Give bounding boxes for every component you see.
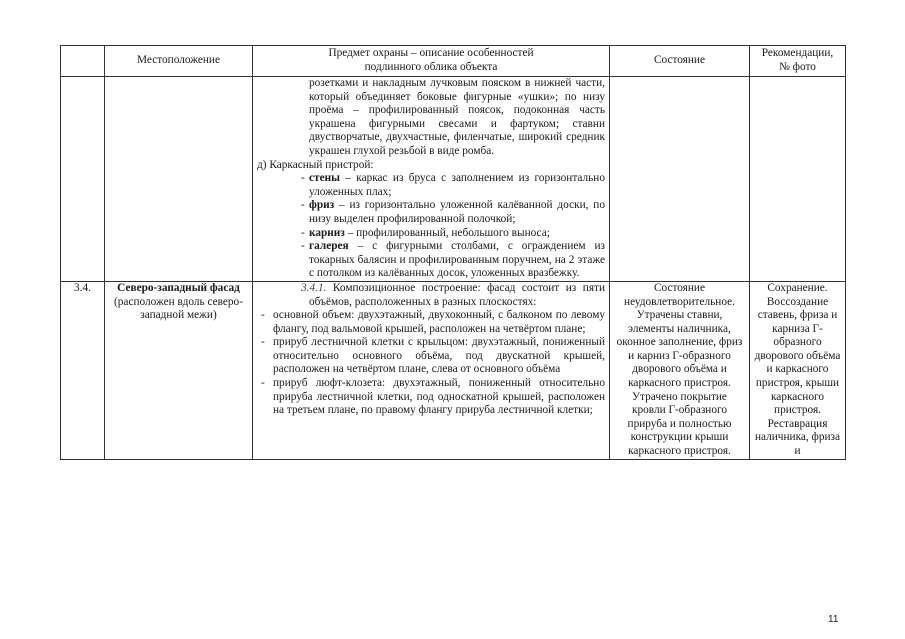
table-row-3-4 — [61, 281, 846, 459]
header-location: Местоположение — [105, 46, 253, 77]
header-row — [61, 46, 846, 77]
row-number: 3.4. — [61, 281, 105, 459]
frame-heading: д) Каркасный пристрой: — [257, 158, 374, 171]
location-note: (расположен вдоль северо-западной межи) — [114, 295, 243, 322]
table-row-continuation — [61, 77, 846, 282]
volume-item-main: - основной объем: двухэтажный, двухоконный, с балконом по левому флангу, под вальмовой крышей, расположен на четвёртом плане; — [261, 309, 605, 335]
header-subject — [253, 46, 610, 77]
volume-item-closet: - прируб люфт-клозета: двухэтажный, пониженный относительно прируба лестничной клетки, под односкатной крышей, расположен на третьем плане, по правому флангу прируба лестничной клетки; — [261, 377, 605, 417]
header-recommendations — [750, 46, 846, 77]
protection-table — [60, 45, 846, 460]
frame-item-gallery: - галерея – с фигурными столбами, с ограждением из токарных балясин и профилированным поручнем, на 2 этаже с потолком из калёванных досок, уложенных вразбежку. — [301, 240, 605, 280]
header-recommend-line1: Рекомендации, — [761, 47, 834, 60]
composition-heading: 3.4.1. Композиционное построение: фасад состоит из пяти объёмов, расположенных в разных плоскостях: — [301, 281, 605, 308]
header-recommend-line2: № фото — [779, 61, 816, 73]
volume-item-staircase: - прируб лестничной клетки с крыльцом: двухэтажный, пониженный относительно основного объёма, под двускатной крышей, расположен на четвёртом плане, слева от основного объёма — [261, 336, 605, 376]
frame-item-cornice: - карниз – профилированный, небольшого выноса; — [301, 226, 550, 239]
frame-item-walls: - стены – каркас из бруса с заполнением из горизонтально уложенных плах; — [301, 172, 605, 198]
recommendations-cell: Сохранение. Воссоздание ставень, фриза и карниза Г-образного дворового объёма и каркасного пристроя, крыши каркасного пристроя. Реставрация наличника, фриза и — [750, 281, 846, 459]
location-title: Северо-западный фасад — [117, 281, 240, 294]
cell-recommendations — [750, 77, 846, 282]
state-cell: Состояние неудовлетворительное. Утрачены ставни, элементы наличника, оконное заполнение, фриз и карниз Г-образного дворового объёма и каркасного пристроя. Утрачено покрытие кровли Г-образного прируба и полностью конструкции крыши каркасного пристроя. — [610, 281, 750, 459]
header-subject-line1: Предмет охраны – описание особенностей — [328, 47, 534, 60]
subject-cell — [253, 281, 610, 459]
header-subject-line2: подлинного облика объекта — [364, 61, 498, 73]
subject-intro-text: розетками и накладным лучковым пояском в нижней части, который объединяет боковые фигурные «ушки»; по низу проёма – профилированный поясок, подоконная часть украшена фигурными свесами и фартуком; ставни двустворчатые, двухчастные, филенчатые, широкий средник украшен глухой резьбой в виде ромба. — [309, 77, 605, 157]
cell-number — [61, 77, 105, 282]
cell-location — [105, 77, 253, 282]
location-cell — [105, 281, 253, 459]
frame-item-frieze: - фриз – из горизонтально уложенной калёванной доски, по низу выделен профилированной полочкой; — [301, 199, 605, 225]
cell-state — [610, 77, 750, 282]
page-number: 11 — [828, 614, 839, 625]
header-number — [61, 46, 105, 77]
cell-subject — [253, 77, 610, 282]
header-state: Состояние — [610, 46, 750, 77]
